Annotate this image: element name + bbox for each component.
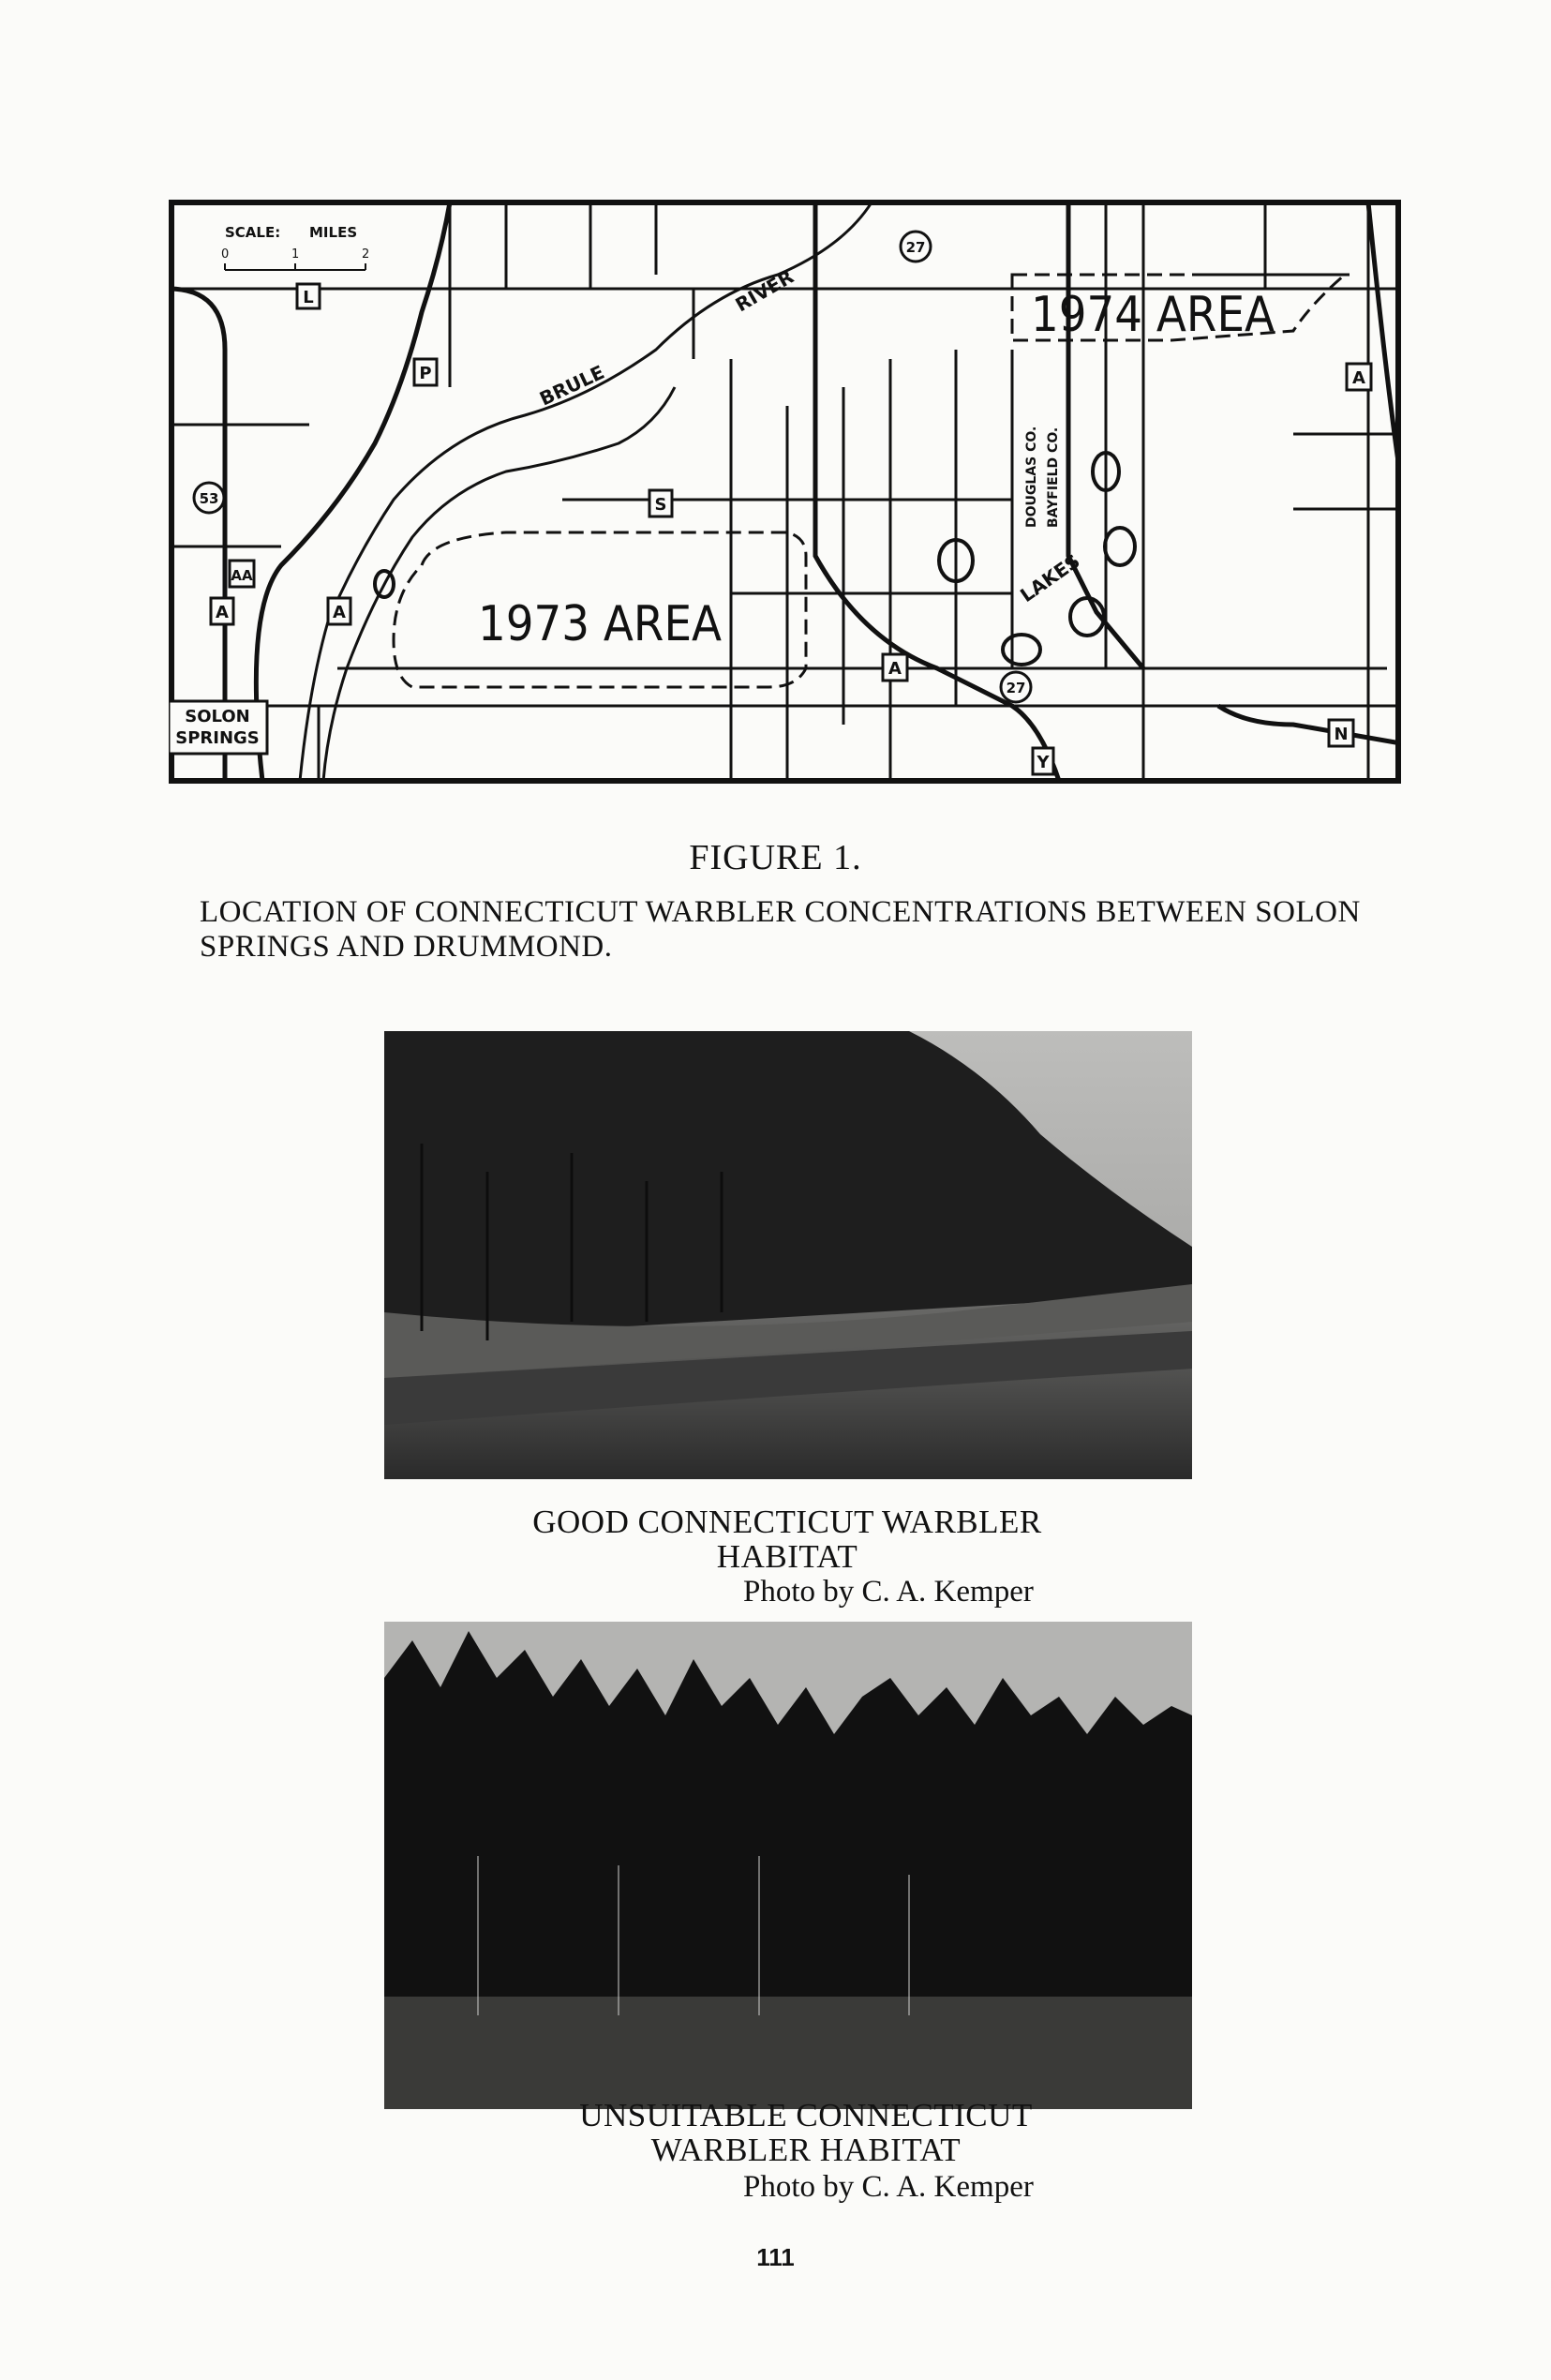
figure-description: LOCATION OF CONNECTICUT WARBLER CONCENTRATIONS BETWEEN SOLON SPRINGS AND DRUMMOND. [200, 895, 1361, 964]
town-label-line1: SOLON [185, 707, 250, 726]
svg-text:A: A [333, 603, 346, 622]
scale-label: SCALE: [225, 224, 281, 241]
svg-text:Y: Y [1036, 753, 1050, 772]
page-number: 111 [756, 2243, 795, 2271]
svg-text:AA: AA [231, 567, 253, 584]
svg-text:P: P [419, 364, 432, 383]
scale-unit: MILES [309, 224, 358, 241]
good-habitat-caption-line1: GOOD CONNECTICUT WARBLER [532, 1504, 1042, 1540]
unsuitable-habitat-caption-line2: WARBLER HABITAT [650, 2132, 962, 2168]
svg-text:A: A [1352, 368, 1365, 388]
svg-text:A: A [216, 603, 229, 622]
svg-text:L: L [303, 288, 314, 307]
good-habitat-credit: Photo by C. A. Kemper [743, 1575, 1034, 1609]
county-label-bayfield: BAYFIELD CO. [1046, 427, 1061, 528]
figure-title: FIGURE 1. [689, 838, 862, 877]
area-1974-label: 1974 AREA [1031, 285, 1275, 343]
unsuitable-habitat-credit: Photo by C. A. Kemper [743, 2170, 1034, 2204]
scale-tick-0: 0 [221, 247, 230, 262]
svg-text:27: 27 [1006, 680, 1026, 696]
river-label-river: RIVER [731, 264, 798, 317]
good-habitat-caption-line2: HABITAT [716, 1538, 858, 1575]
unsuitable-habitat-caption-line1: UNSUITABLE CONNECTICUT [579, 2097, 1033, 2133]
county-label-douglas: DOUGLAS CO. [1024, 426, 1039, 528]
good-habitat-caption [478, 1504, 1096, 1574]
unsuitable-habitat-caption [506, 2098, 1106, 2167]
svg-text:A: A [888, 659, 902, 679]
lakes-label: LAKES [1016, 549, 1084, 607]
svg-text:S: S [654, 495, 667, 515]
area-1973-label: 1973 AREA [478, 594, 723, 652]
unsuitable-habitat-photo [384, 1622, 1192, 2109]
svg-text:53: 53 [199, 490, 219, 507]
svg-text:N: N [1334, 725, 1349, 744]
town-label-line2: SPRINGS [175, 728, 260, 748]
location-map [169, 200, 1401, 784]
scale-tick-1: 1 [291, 247, 300, 262]
river-label-brule: BRULE [535, 360, 608, 411]
good-habitat-photo [384, 1031, 1192, 1479]
scale-tick-2: 2 [362, 247, 370, 262]
svg-text:27: 27 [905, 239, 926, 256]
